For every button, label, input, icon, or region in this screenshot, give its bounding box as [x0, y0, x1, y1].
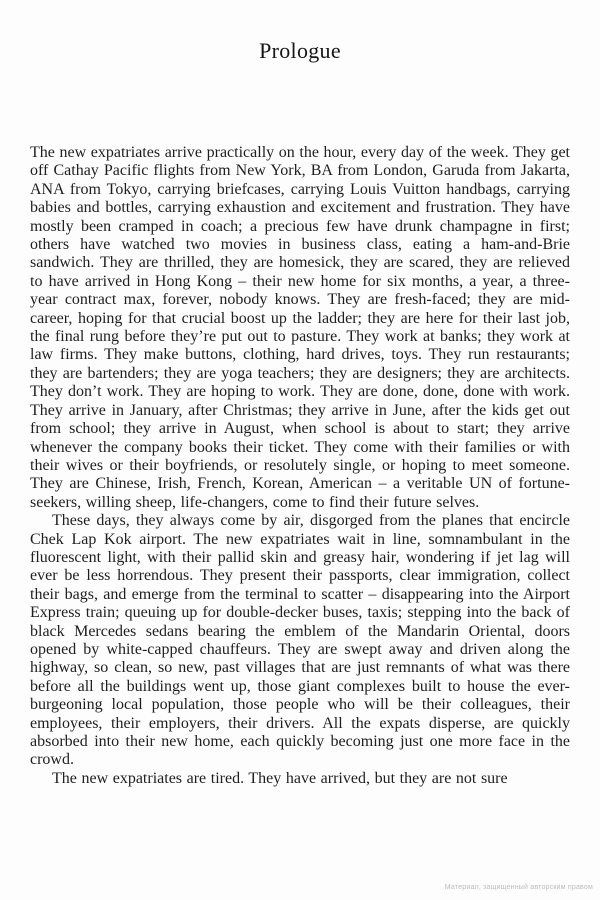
paragraph-2: These days, they always come by air, disgorged from the planes that encircle Chek Lap Kok airport. The new expatriates wait in line, somnambulant in the fluorescent light, with their pallid skin and greasy hair, wondering if jet lag will ever be less horrendous. They present their passports, clear immigration, collect their bags, and emerge from the terminal to scatter – disappearing into the Airport Express train; queuing up for double-decker buses, taxis; stepping into the back of black Mercedes sedans bearing the emblem of the Mandarin Oriental, doors opened by white-capped chauffeurs. They are swept away and driven along the highway, so clean, so new, past villages that are just remnants of what was there before all the buildings went up, those giant complexes built to house the ever-burgeoning local population, those people who will be their colleagues, their employees, their employers, their drivers. All the expats disperse, are quickly absorbed into their new home, each quickly becoming just one more face in the crowd.: [30, 512, 570, 769]
chapter-title: Prologue: [259, 38, 341, 63]
body-text-block: [30, 144, 570, 788]
paragraph-3: The new expatriates are tired. They have arrived, but they are not sure: [52, 769, 508, 787]
paragraph-1: The new expatriates arrive practically on the hour, every day of the week. They get off Cathay Pacific flights from New York, BA from London, Garuda from Jakarta, ANA from Tokyo, carrying briefcases, carrying Louis Vuitton handbags, carrying babies and bottles, carrying exhaustion and excitement and frustration. They have mostly been cramped in coach; a precious few have drunk champagne in first; others have watched two movies in business class, eating a ham-and-Brie sandwich. They are thrilled, they are homesick, they are scared, they are relieved to have arrived in Hong Kong – their new home for six months, a year, a three-year contract max, forever, nobody knows. They are fresh-faced; they are mid-career, hoping for that crucial boost up the ladder; they are here for their last job, the final rung before they’re put out to pasture. They work at banks; they work at law firms. They make buttons, clothing, hard drives, toys. They run restaurants; they are bartenders; they are yoga teachers; they are designers; they are architects. They don’t work. They are hoping to work. They are done, done, done with work. They arrive in January, after Christmas; they arrive in June, after the kids get out from school; they arrive in August, when school is about to start; they arrive whenever the company books their ticket. They come with their families or with their wives or their boyfriends, or resolutely single, or hoping to meet someone. They are Chinese, Irish, French, Korean, American – a veritable UN of fortune-seekers, willing sheep, life-changers, come to find their future selves.: [30, 144, 570, 511]
copyright-watermark: Материал, защищенный авторским правом: [444, 884, 593, 891]
